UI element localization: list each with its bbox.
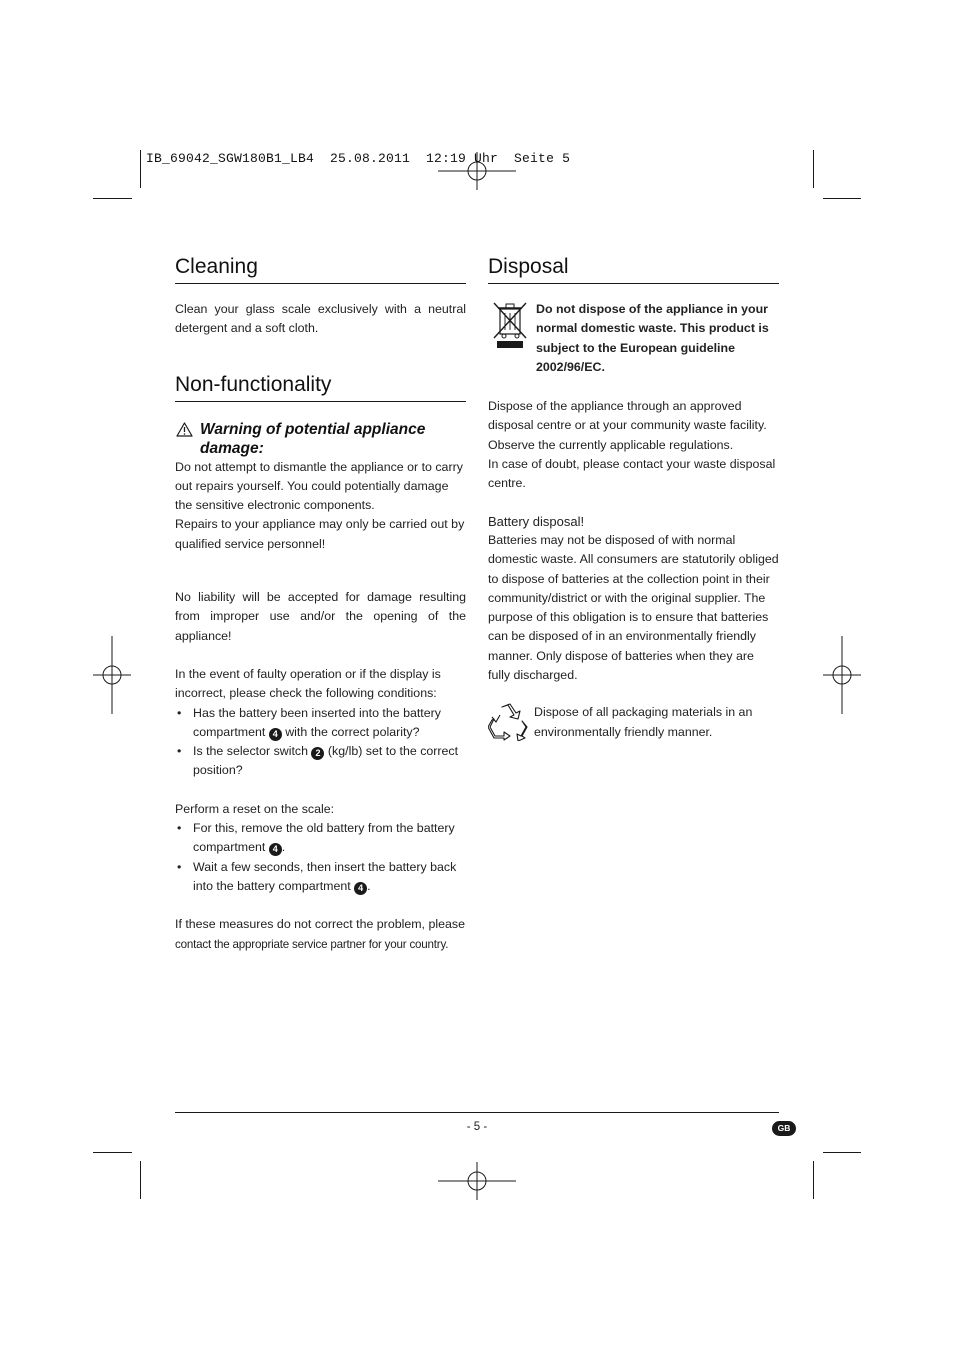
crop-mark [140, 150, 141, 188]
footer-rule [175, 1112, 779, 1113]
disposal-heading: Disposal [488, 255, 779, 284]
recycling-arrows-icon [488, 703, 528, 741]
part-number-badge: 4 [269, 728, 282, 741]
cleaning-text: Clean your glass scale exclusively with a neutral detergent and a soft cloth. [175, 302, 466, 336]
registration-mark-right [823, 636, 861, 714]
check-list [175, 704, 466, 781]
crop-mark [813, 150, 814, 188]
page-number: - 5 - [466, 1121, 488, 1133]
warning-title-line-1: Warning of potential appliance [200, 420, 426, 438]
part-number-badge: 4 [269, 843, 282, 856]
part-number-badge: 4 [354, 882, 367, 895]
list-item: • Wait a few seconds, then insert the battery back into the battery compartment 4 . [175, 858, 466, 897]
crop-mark [140, 1161, 141, 1199]
print-slug: IB_69042_SGW180B1_LB4 25.08.2011 12:19 Uhr Seite 5 [146, 151, 571, 166]
part-number-badge: 2 [311, 747, 324, 760]
doubt-text: In case of doubt, please contact your waste disposal centre. [488, 457, 776, 491]
right-column [488, 255, 779, 742]
warning-block [175, 420, 466, 458]
list-item: • Has the battery been inserted into the battery compartment 4 with the correct polarity? [175, 704, 466, 743]
cleaning-heading: Cleaning [175, 255, 466, 284]
registration-mark-left [93, 636, 131, 714]
list-item: • Is the selector switch 2 (kg/lb) set to the correct position? [175, 742, 466, 781]
nonfunctionality-heading: Non-functionality [175, 373, 466, 402]
list-item: • For this, remove the old battery from the battery compartment 4 . [175, 819, 466, 858]
warning-triangle-icon [176, 422, 193, 437]
crop-mark [93, 1152, 132, 1153]
approved-disposal-text: Dispose of the appliance through an approved disposal centre or at your community waste facility. Observe the currently applicable regulations. [488, 399, 767, 452]
warning-text: Do not attempt to dismantle the appliance or to carry out repairs yourself. You could potentially damage the sensitive electronic components. [175, 459, 463, 513]
weee-text: Do not dispose of the appliance in your normal domestic waste. This product is subject to the European guideline 2002/96/EC. [536, 302, 769, 374]
registration-mark-top [438, 152, 516, 190]
language-badge: GB [772, 1121, 796, 1136]
left-column [175, 255, 466, 954]
packaging-text: Dispose of all packaging materials in an environmentally friendly manner. [534, 705, 753, 739]
battery-disposal-text: Batteries may not be disposed of with normal domestic waste. All consumers are statutorily obliged to dispose of batteries at the collection point in their community/district or with the original supplier. The purpose of this obligation is to ensure that batteries can be disposed of in an environmentally friendly manner. Only dispose of batteries when they are fully discharged. [488, 532, 779, 683]
crop-mark [93, 198, 132, 199]
crossed-out-bin-icon [491, 300, 529, 350]
registration-mark-bottom [438, 1162, 516, 1200]
liability-text: No liability will be accepted for damage resulting from improper use and/or the opening of the appliance! [175, 590, 466, 643]
reset-list [175, 819, 466, 896]
reset-intro: Perform a reset on the scale: [175, 801, 335, 816]
final-text-line-2: contact the appropriate service partner for your country. [175, 937, 449, 951]
warning-title-line-2: damage: [200, 439, 264, 457]
repairs-text: Repairs to your appliance may only be carried out by qualified service personnel! [175, 517, 465, 551]
crop-mark [823, 1152, 861, 1153]
packaging-block [488, 703, 779, 742]
crop-mark [813, 1161, 814, 1199]
battery-disposal-title: Battery disposal! [488, 513, 585, 529]
faulty-intro: In the event of faulty operation or if the display is incorrect, please check the following conditions: [175, 666, 441, 701]
crop-mark [823, 198, 861, 199]
final-text-line-1: If these measures do not correct the problem, please [175, 917, 465, 932]
weee-block [488, 300, 779, 377]
